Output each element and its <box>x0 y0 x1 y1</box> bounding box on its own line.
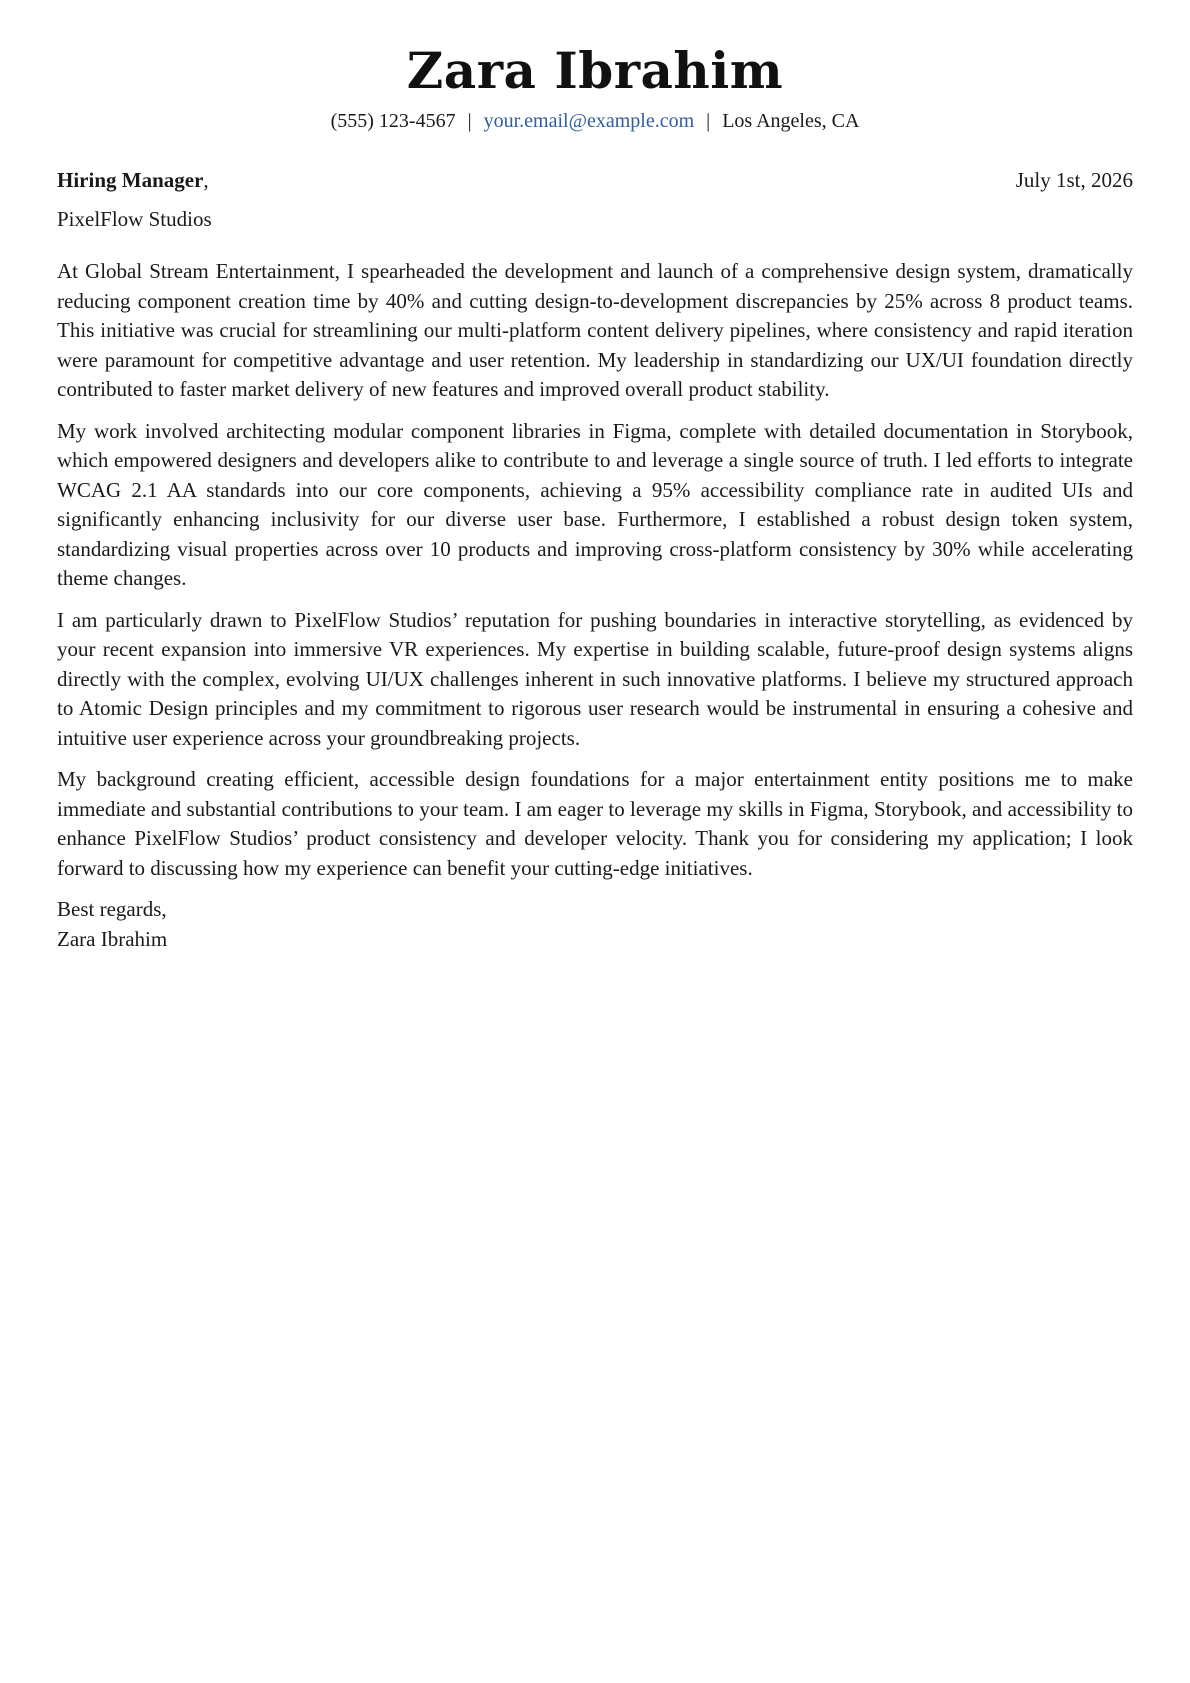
body-paragraph: I am particularly drawn to PixelFlow Studios’ reputation for pushing boundaries in interactive storytelling, as evidenced by your recent expansion into immersive VR experiences. My expertise in building scalable, future-proof design systems aligns directly with the complex, evolving UI/UX challenges inherent in such innovative platforms. I believe my structured approach to Atomic Design principles and my commitment to rigorous user research would be instrumental in ensuring a cohesive and intuitive user experience across your groundbreaking projects. <box>57 607 1133 750</box>
contact-line <box>57 108 1133 134</box>
closing-salutation: Best regards, <box>57 897 167 922</box>
letter-body <box>57 257 1133 883</box>
closing-signature: Zara Ibrahim <box>57 926 168 951</box>
letter-header <box>57 40 1133 134</box>
phone-number: (555) 123-4567 <box>330 109 456 132</box>
letter-closing <box>57 895 1133 954</box>
body-paragraph: My work involved architecting modular component libraries in Figma, complete with detailed documentation in Storybook, which empowered designers and developers alike to contribute to and leverage a single source of truth. I led efforts to integrate WCAG 2.1 AA standards into our core components, achieving a 95% accessibility compliance rate in audited UIs and significantly enhancing inclusivity for our diverse user base. Furthermore, I established a robust design token system, standardizing visual properties across over 10 products and improving cross-platform consistency by 30% while accelerating theme changes. <box>57 418 1133 591</box>
recipient-title: Hiring Manager <box>57 167 204 192</box>
recipient-greeting <box>57 167 209 194</box>
recipient-company: PixelFlow Studios <box>57 206 212 231</box>
recipient-title-suffix: , <box>203 167 209 192</box>
body-paragraph: At Global Stream Entertainment, I spearheaded the development and launch of a comprehensive design system, dramatically reducing component creation time by 40% and cutting design-to-development discrepancies by 25% across 8 product teams. This initiative was crucial for streamlining our multi-platform content delivery pipelines, where consistency and rapid iteration were paramount for competitive advantage and user retention. My leadership in standardizing our UX/UI foundation directly contributed to faster market delivery of new features and improved overall product stability. <box>57 259 1133 402</box>
contact-separator: | <box>467 109 472 132</box>
applicant-name: Zara Ibrahim <box>406 41 784 100</box>
location: Los Angeles, CA <box>722 109 860 132</box>
contact-separator: | <box>706 109 711 132</box>
letter-date: July 1st, 2026 <box>1015 167 1133 192</box>
email-link[interactable]: your.email@example.com <box>483 109 695 132</box>
body-paragraph: My background creating efficient, accessible design foundations for a major entertainment entity positions me to make immediate and substantial contributions to your team. I am eager to leverage my skills in Figma, Storybook, and accessibility to enhance PixelFlow Studios’ product consistency and developer velocity. Thank you for considering my application; I look forward to discussing how my experience can benefit your cutting-edge initiatives. <box>57 767 1133 880</box>
recipient-row <box>57 167 1133 194</box>
